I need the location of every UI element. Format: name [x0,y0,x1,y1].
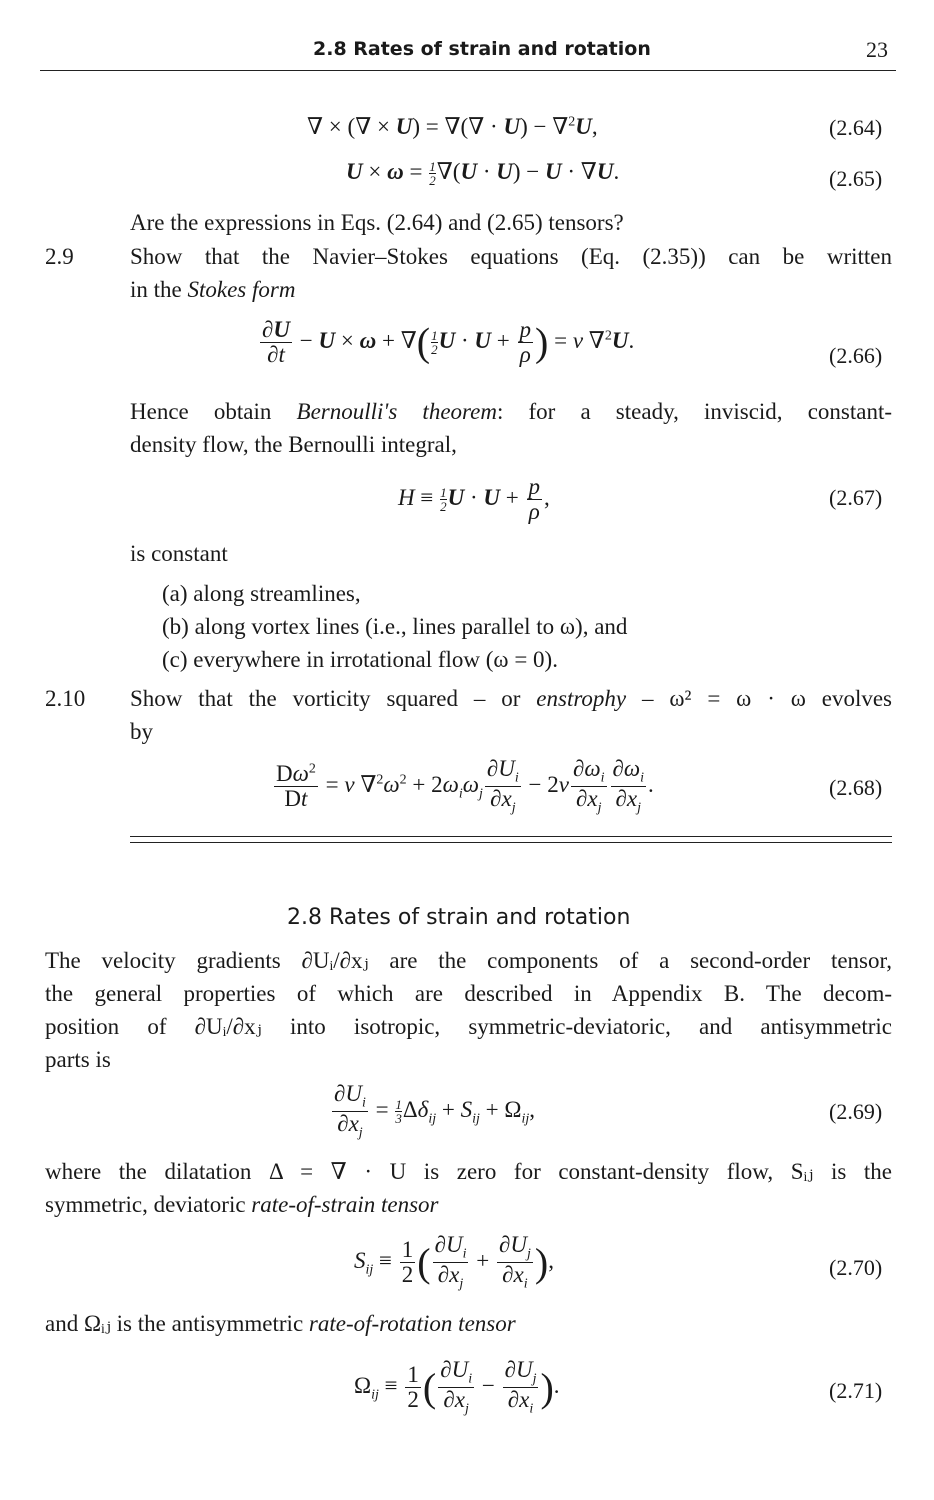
exercise-text: Are the expressions in Eqs. (2.64) and (2.65) tensors? [130,210,624,235]
body-text: The velocity gradients ∂Uᵢ/∂xⱼ are the components of a second-order tensor, [45,948,892,973]
equation-2-71: $\Omega_{ij}$ ≡ $\frac{1}{2}$ ( $\frac{\partial U_i}{\partial x_j}$ − $\frac{\partial U_j}{\partial x_i}$ ). [354,1357,560,1417]
body-text: and Ωᵢⱼ is the antisymmetric rate-of-rotation tensor [45,1311,516,1336]
exercise-text: Hence obtain Bernoulli's theorem: for a steady, inviscid, constant- [130,399,893,424]
list-item: (c) everywhere in irrotational flow (ω = 0). [162,647,558,672]
header-rule [40,70,896,71]
page-number: 23 [866,37,888,62]
exercise-end-rule [130,842,892,843]
equation-number: (2.70) [829,1255,883,1280]
exercise-text: is constant [130,541,228,566]
exercise-text: Show that the vorticity squared – or enstrophy – ω² = ω · ω evolves [130,686,893,711]
equation-2-69: $\frac{\partial U_i}{\partial x_j}$ = $\frac{1}{3}$ $\Delta\delta_{ij} + S_{ij} + \Omega_{ij}$, [334,1081,536,1141]
exercise-number: 2.9 [45,244,74,269]
equation-2-64: ∇ × (∇ × U) = ∇(∇ · U) − ∇$^2$U, [307,114,598,139]
exercise-end-rule [130,836,892,837]
exercise-text: in the Stokes form [130,277,296,302]
equation-2-68: $\frac{D\omega^2}{Dt}$ = ν $\nabla^2\omega^2 + 2\omega_i\omega_j$ $\frac{\partial U_i}{\partial x_j}$ − 2ν $\frac{\partial\omega_i}{\partial x_j}$ $\frac{\partial\omega_i}{\partial x_j}$ . [276,756,654,816]
equation-2-67: H ≡ $\frac{1}{2}$ U · U + $\frac{p}{\rho}$ , [398,474,550,525]
running-header-title: 2.8 Rates of strain and rotation [313,38,651,60]
equation-number: (2.71) [829,1378,883,1403]
equation-number: (2.68) [829,775,883,800]
body-text: where the dilatation Δ = ∇ · U is zero for constant-density flow, Sᵢⱼ is the [45,1159,892,1184]
body-text: parts is [45,1047,111,1072]
equation-number: (2.67) [829,485,883,510]
equation-number: (2.69) [829,1099,883,1124]
equation-number: (2.66) [829,343,883,368]
equation-number: (2.65) [829,166,883,191]
body-text: the general properties of which are described in Appendix B. The decom- [45,981,892,1006]
list-item: (a) along streamlines, [162,581,361,606]
exercise-text: Show that the Navier–Stokes equations (Eq. (2.35)) can be written [130,244,892,269]
exercise-text: density flow, the Bernoulli integral, [130,432,457,457]
equation-2-70: $S_{ij}$ ≡ $\frac{1}{2}$ ( $\frac{\partial U_i}{\partial x_j}$ + $\frac{\partial U_j}{\partial x_i}$ ), [354,1232,554,1292]
body-text: symmetric, deviatoric rate-of-strain tensor [45,1192,439,1217]
equation-number: (2.64) [829,115,883,140]
exercise-number: 2.10 [45,686,86,711]
exercise-text: by [130,719,153,744]
section-heading: 2.8 Rates of strain and rotation [287,905,631,930]
body-text: position of ∂Uᵢ/∂xⱼ into isotropic, symmetric-deviatoric, and antisymmetric [45,1014,892,1039]
list-item: (b) along vortex lines (i.e., lines parallel to ω), and [162,614,628,639]
equation-2-65: U × ω = $\frac{1}{2}$ ∇(U · U) − U · ∇U. [346,159,620,189]
equation-2-66: $\frac{\partial U}{\partial t}$ − U × ω + ∇( $\frac{1}{2}$ U · U + $\frac{p}{\rho}$ ) = ν ∇$^2$U. [262,317,635,368]
